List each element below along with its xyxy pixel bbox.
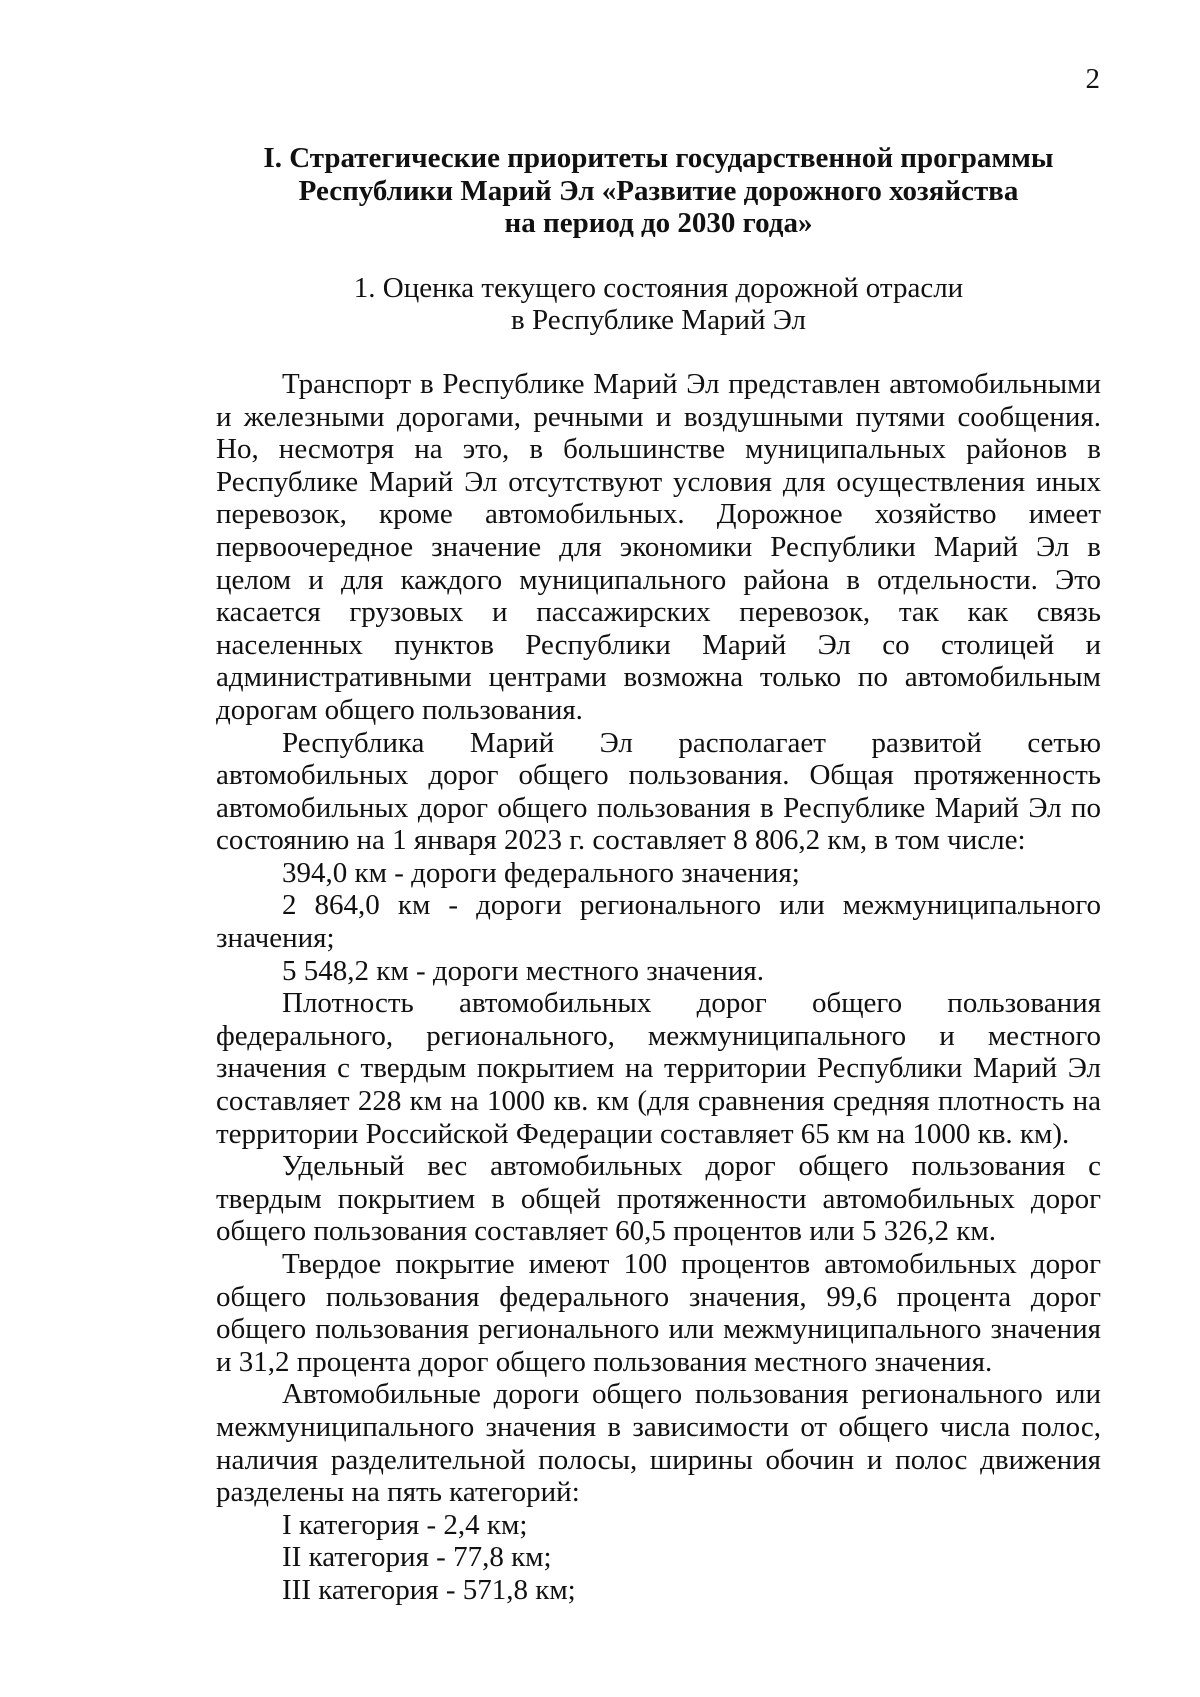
list-item-category-3: III категория - 571,8 км; — [282, 1573, 576, 1606]
body-text — [216, 368, 1101, 1607]
list-item-category-1: I категория - 2,4 км; — [282, 1508, 528, 1541]
paragraph-hard-surface-by-type: Твердое покрытие имеют 100 процентов автомобильных дорог общего пользования федерального значения, 99,6 процента дорог общего пользования регионального или межмуниципального значения и 31,2 процента дорог общего пользования местного значения. — [216, 1248, 1101, 1378]
section-heading-line: 1. Оценка текущего состояния дорожной отрасли — [353, 271, 964, 304]
paragraph-hard-surface-share: Удельный вес автомобильных дорог общего пользования с твердым покрытием в общей протяженности автомобильных дорог общего пользования составляет 60,5 процентов или 5 326,2 км. — [216, 1150, 1101, 1248]
list-item-regional-roads: 2 864,0 км - дороги регионального или межмуниципального значения; — [216, 889, 1101, 955]
paragraph-road-categories: Автомобильные дороги общего пользования регионального или межмуниципального значения в зависимости от общего числа полос, наличия разделительной полосы, ширины обочин и полос движения разделены на пять категорий: — [216, 1378, 1101, 1509]
title-line: Республики Марий Эл «Развитие дорожного хозяйства — [298, 174, 1019, 207]
section-heading-line: в Республике Марий Эл — [511, 304, 806, 337]
paragraph-road-density: Плотность автомобильных дорог общего пользования федерального, регионального, межмуниципального и местного значения с твердым покрытием на территории Республики Марий Эл составляет 228 км на 1000 кв. км (для сравнения средняя плотность на территории Российской Федерации составляет 65 км на 1000 кв. км). — [216, 987, 1101, 1150]
section-heading — [216, 272, 1101, 337]
page-number: 2 — [1085, 63, 1100, 95]
title-line: на период до 2030 года» — [504, 207, 813, 240]
paragraph-road-network: Республика Марий Эл располагает развитой сетью автомобильных дорог общего пользования. Общая протяженность автомобильных дорог общего пользования в Республике Марий Эл по состоянию на 1 января 2023 г. составляет 8 806,2 км, в том числе: — [216, 726, 1101, 857]
list-item-local-roads: 5 548,2 км - дороги местного значения. — [282, 954, 764, 987]
paragraph-transport: Транспорт в Республике Марий Эл представлен автомобильными и железными дорогами, речными и воздушными путями сообщения. Но, несмотря на это, в большинстве муниципальных районов в Республике Марий Эл отсутствуют условия для осуществления иных перевозок, кроме автомобильных. Дорожное хозяйство имеет первоочередное значение для экономики Республики Марий Эл в целом и для каждого муниципального района в отдельности. Это касается грузовых и пассажирских перевозок, так как связь населенных пунктов Республики Марий Эл со столицей и административными центрами возможна только по автомобильным дорогам общего пользования. — [216, 367, 1101, 726]
title-line: I. Стратегические приоритеты государственной программы — [263, 142, 1054, 174]
list-item-category-2: II категория - 77,8 км; — [282, 1541, 552, 1574]
list-item-federal-roads: 394,0 км - дороги федерального значения; — [282, 856, 800, 889]
document-title — [216, 142, 1101, 240]
page-content — [216, 142, 1101, 1607]
